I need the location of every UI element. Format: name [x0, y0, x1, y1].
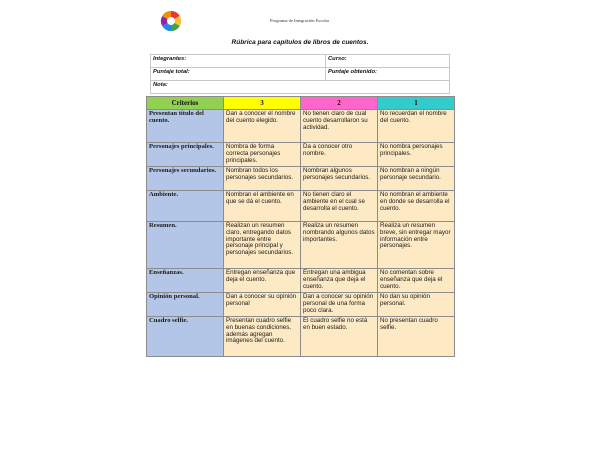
puntaje-obtenido-field: Puntaje obtenido:	[326, 68, 450, 81]
table-row	[147, 191, 455, 222]
criterion-cell: Cuadro selfie.	[147, 317, 224, 357]
score-2-cell: Entregan una ambigua enseñanza que deja el cuento.	[301, 269, 378, 293]
score-1-cell: No recuerdan el nombre del cuento.	[378, 110, 455, 143]
school-logo-icon	[160, 10, 182, 32]
table-row	[147, 222, 455, 269]
curso-field: Curso:	[326, 55, 450, 68]
score-3-cell: Nombra de forma correcta personajes principales.	[224, 143, 301, 167]
puntaje-total-field: Puntaje total:	[151, 68, 326, 81]
program-name: Programa de Integración Escolar	[270, 18, 330, 23]
score-2-cell: El cuadro selfie no está en buen estado.	[301, 317, 378, 357]
table-row	[147, 317, 455, 357]
criterion-cell: Resumen.	[147, 222, 224, 269]
score-2-cell: Nombran algunos personajes secundarios.	[301, 167, 378, 191]
table-row	[147, 269, 455, 293]
score-1-cell: No comentan sobre enseñanza que deja el cuento.	[378, 269, 455, 293]
score-3-cell: Nombran todos los personajes secundarios.	[224, 167, 301, 191]
score-2-cell: Realiza un resumen nombrando algunos datos importantes.	[301, 222, 378, 269]
table-row	[147, 110, 455, 143]
score-2-cell: Da a conocer otro nombre.	[301, 143, 378, 167]
table-row	[147, 167, 455, 191]
criterion-cell: Presentan título del cuento.	[147, 110, 224, 143]
score-3-cell: Entregan enseñanza que deja el cuento.	[224, 269, 301, 293]
nota-field: Nota:	[151, 81, 450, 94]
score-1-cell: No nombran a ningún personaje secundario.	[378, 167, 455, 191]
criterion-cell: Ambiente.	[147, 191, 224, 222]
header-score-2: 2	[301, 97, 378, 110]
header-criterios: Criterios	[147, 97, 224, 110]
score-3-cell: Presentan cuadro selfie en buenas condiciones, además agregan imágenes del cuento.	[224, 317, 301, 357]
score-2-cell: Dan a conocer su opinión personal de una forma poco clara.	[301, 293, 378, 317]
score-1-cell: No presentan cuadro selfie.	[378, 317, 455, 357]
score-3-cell: Dan a conocer el nombre del cuento elegido.	[224, 110, 301, 143]
header-score-3: 3	[224, 97, 301, 110]
score-1-cell: No nombran el ambiente en donde se desarrolla el cuento.	[378, 191, 455, 222]
score-2-cell: No tienen claro el ambiente en el cual se desarrolla el cuento.	[301, 191, 378, 222]
info-table	[150, 54, 450, 94]
table-row	[147, 293, 455, 317]
criterion-cell: Personajes secundarios.	[147, 167, 224, 191]
criterion-cell: Enseñanzas.	[147, 269, 224, 293]
score-3-cell: Dan a conocer su opinión personal	[224, 293, 301, 317]
score-1-cell: No dan su opinión personal.	[378, 293, 455, 317]
rubric-table	[146, 96, 455, 357]
score-2-cell: No tienen claro de cual cuento desarrollaron su actividad.	[301, 110, 378, 143]
table-row	[147, 143, 455, 167]
score-1-cell: Realiza un resumen breve, sin entregar mayor información entre personajes.	[378, 222, 455, 269]
score-3-cell: Realizan un resumen claro, entregando datos importante entre personaje principal y personajes secundarios.	[224, 222, 301, 269]
score-3-cell: Nombran el ambiente en que se dá el cuento.	[224, 191, 301, 222]
criterion-cell: Personajes principales.	[147, 143, 224, 167]
header-score-1: 1	[378, 97, 455, 110]
document-title: Rúbrica para capítulos de libros de cuentos.	[231, 39, 369, 46]
score-1-cell: No nombra personajes principales.	[378, 143, 455, 167]
criterion-cell: Opinión personal.	[147, 293, 224, 317]
integrantes-field: Integrantes:	[151, 55, 326, 68]
